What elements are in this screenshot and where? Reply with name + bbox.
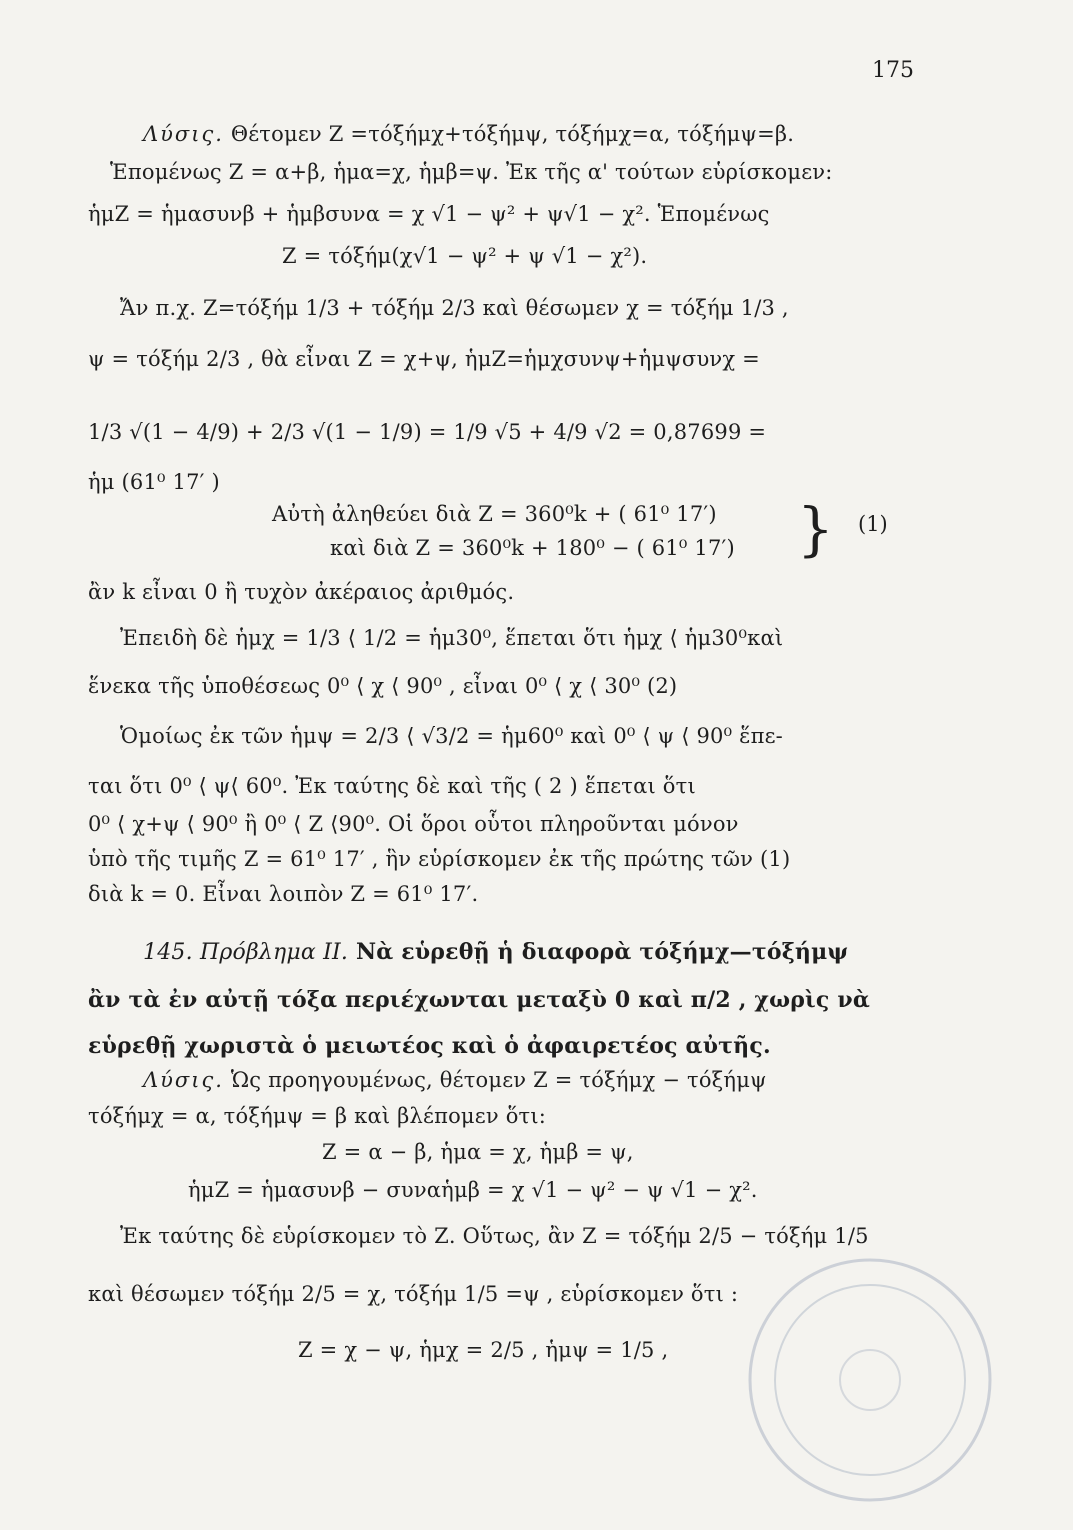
text-line: Ἐκ ταύτης δὲ εὑρίσκομεν τὸ Ζ. Οὕτως, ἂν Ζ = τόξήμ 2/5 − τόξήμ 1/5 <box>120 1224 869 1248</box>
text-line: καὶ θέσωμεν τόξήμ 2/5 = χ, τόξήμ 1/5 =ψ , εὑρίσκομεν ὅτι : <box>88 1282 739 1306</box>
math-line: Ἐπειδὴ δὲ ἡμχ = 1/3 ⟨ 1/2 = ἡμ30⁰, ἕπεται ὅτι ἡμχ ⟨ ἡμ30⁰καὶ <box>120 626 784 650</box>
text-line: Λύσις. Θέτομεν Ζ =τόξήμχ+τόξήμψ, τόξήμχ=α, τόξήμψ=β. <box>143 122 795 146</box>
math-line: Ὁμοίως ἐκ τῶν ἡμψ = 2/3 ⟨ √3/2 = ἡμ60⁰ καὶ 0⁰ ⟨ ψ ⟨ 90⁰ ἕπε- <box>120 724 783 748</box>
brace: } <box>797 495 834 563</box>
text-line: τόξήμχ = α, τόξήμψ = β καὶ βλέπομεν ὅτι: <box>88 1104 547 1128</box>
text-line: διὰ k = 0. Εἶναι λοιπὸν Ζ = 61⁰ 17′. <box>88 882 479 906</box>
problem-text: εὑρεθῇ χωριστὰ ὁ μειωτέος καὶ ὁ ἀφαιρετέος αὐτῆς. <box>88 1033 771 1059</box>
text-line: ὑπὸ τῆς τιμῆς Ζ = 61⁰ 17′ , ἣν εὑρίσκομεν ἐκ τῆς πρώτης τῶν (1) <box>88 847 791 871</box>
math-line: Ζ = τόξήμ(χ√1 − ψ² + ψ √1 − χ²). <box>282 244 648 268</box>
library-stamp-icon <box>700 1230 1000 1530</box>
heading-lysis: Λύσις. <box>143 122 224 146</box>
math-line: 1/3 √(1 − 4/9) + 2/3 √(1 − 1/9) = 1/9 √5 + 4/9 √2 = 0,87699 = <box>88 420 767 444</box>
text-line: Ἑπομένως Ζ = α+β, ἡμα=χ, ἡμβ=ψ. Ἐκ τῆς α' τούτων εὑρίσκομεν: <box>110 160 833 184</box>
math-line: ἡμΖ = ἡμασυνβ − συναἡμβ = χ √1 − ψ² − ψ √1 − χ². <box>188 1178 758 1202</box>
equation-label: (1) <box>858 512 888 536</box>
text-line: ἂν k εἶναι 0 ἢ τυχὸν ἀκέραιος ἀριθμός. <box>88 580 515 604</box>
page-number: 175 <box>872 58 914 83</box>
math-line: ψ = τόξήμ 2/3 , θὰ εἶναι Ζ = χ+ψ, ἡμΖ=ἡμχσυνψ+ἡμψσυνχ = <box>88 347 760 371</box>
math-line: καὶ διὰ Ζ = 360⁰k + 180⁰ − ( 61⁰ 17′) <box>330 536 735 560</box>
math-line: Ζ = α − β, ἡμα = χ, ἡμβ = ψ, <box>322 1140 634 1164</box>
math-line: ἕνεκα τῆς ὑποθέσεως 0⁰ ⟨ χ ⟨ 90⁰ , εἶναι 0⁰ ⟨ χ ⟨ 30⁰ (2) <box>88 674 678 698</box>
math-line: Ζ = χ − ψ, ἡμχ = 2/5 , ἡμψ = 1/5 , <box>298 1338 669 1362</box>
heading-lysis: Λύσις. <box>143 1068 224 1092</box>
text-line: ται ὅτι 0⁰ ⟨ ψ⟨ 60⁰. Ἐκ ταύτης δὲ καὶ τῆς ( 2 ) ἕπεται ὅτι <box>88 774 696 798</box>
problem-number: 145. Πρόβλημα ΙΙ. <box>143 940 349 965</box>
text-line: Λύσις. Ὡς προηγουμένως, θέτομεν Ζ = τόξήμχ − τόξήμψ <box>143 1068 767 1092</box>
problem-heading: 145. Πρόβλημα ΙΙ. Νὰ εὑρεθῇ ἡ διαφορὰ τόξήμχ—τόξήμψ <box>143 939 849 965</box>
math-line: ἡμ (61⁰ 17′ ) <box>88 470 220 494</box>
math-line: ἡμΖ = ἡμασυνβ + ἡμβσυνα = χ √1 − ψ² + ψ√1 − χ². Ἑπομένως <box>88 202 770 226</box>
math-line: Αὐτὴ ἀληθεύει διὰ Ζ = 360⁰k + ( 61⁰ 17′) <box>272 502 717 526</box>
problem-text: ἂν τὰ ἐν αὐτῇ τόξα περιέχωνται μεταξὺ 0 καὶ π/2 , χωρὶς νὰ <box>88 987 870 1013</box>
text-line: 0⁰ ⟨ χ+ψ ⟨ 90⁰ ἢ 0⁰ ⟨ Ζ ⟨90⁰. Οἱ ὅροι οὗτοι πληροῦνται μόνον <box>88 812 739 836</box>
math-line: Ἄν π.χ. Ζ=τόξήμ 1/3 + τόξήμ 2/3 καὶ θέσωμεν χ = τόξήμ 1/3 , <box>120 296 789 320</box>
